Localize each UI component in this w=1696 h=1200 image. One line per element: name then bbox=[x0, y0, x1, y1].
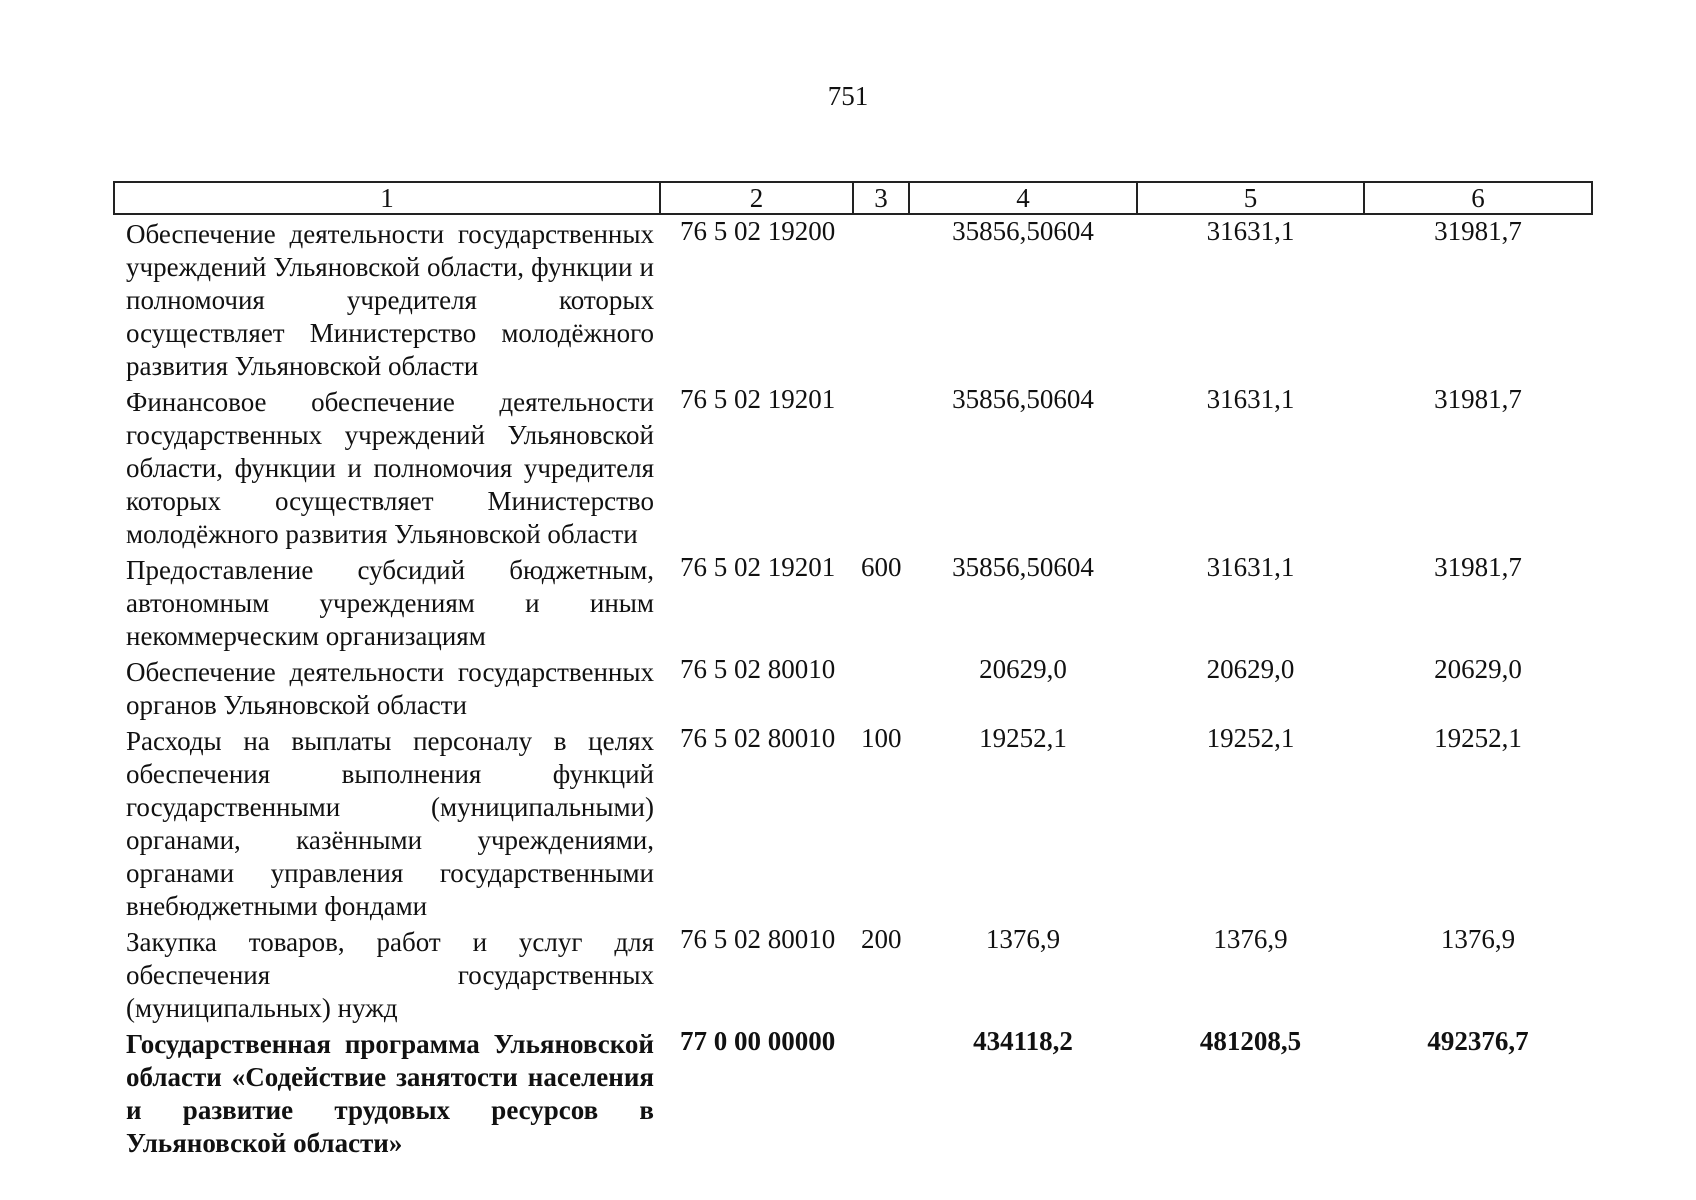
row-value-col-6: 31981,7 bbox=[1434, 216, 1522, 246]
row-name: Расходы на выплаты персоналу в целях обеспечения выполнения функций государственными (муниципальными) органами, казёнными учреждениями, органами управления государственными внебюджетными фондами bbox=[126, 726, 654, 921]
row-expense-type bbox=[853, 383, 909, 551]
table-row bbox=[114, 722, 1592, 923]
header-row bbox=[114, 182, 1592, 214]
table-header bbox=[114, 182, 1592, 214]
row-value-col-6: 31981,7 bbox=[1434, 552, 1522, 582]
header-col-3: 3 bbox=[853, 182, 909, 214]
row-expense-type bbox=[853, 1025, 909, 1160]
row-value-col-4: 35856,50604 bbox=[952, 384, 1094, 414]
row-value-col-5: 31631,1 bbox=[1206, 216, 1295, 246]
row-expense-type bbox=[853, 653, 909, 722]
row-value-col-5: 31631,1 bbox=[1206, 384, 1295, 414]
budget-table bbox=[113, 181, 1593, 1160]
row-value-col-6: 1376,9 bbox=[1440, 924, 1516, 954]
row-code: 77 0 00 00000 bbox=[680, 1026, 836, 1056]
row-value-col-6: 19252,1 bbox=[1434, 723, 1522, 753]
page-number: 751 bbox=[827, 81, 869, 111]
row-expense-type: 100 bbox=[861, 723, 902, 753]
row-code: 76 5 02 19200 bbox=[680, 216, 836, 246]
row-name: Обеспечение деятельности государственных органов Ульяновской области bbox=[126, 657, 654, 720]
row-value-col-5: 481208,5 bbox=[1199, 1026, 1302, 1056]
table-row-program-total bbox=[114, 1025, 1592, 1160]
row-value-col-4: 35856,50604 bbox=[952, 552, 1094, 582]
row-value-col-5: 1376,9 bbox=[1213, 924, 1288, 954]
header-col-4: 4 bbox=[909, 182, 1137, 214]
row-value-col-4: 19252,1 bbox=[979, 723, 1067, 753]
row-value-col-5: 19252,1 bbox=[1206, 723, 1295, 753]
row-value-col-4: 20629,0 bbox=[979, 654, 1067, 684]
header-col-1: 1 bbox=[114, 182, 660, 214]
header-col-6: 6 bbox=[1364, 182, 1592, 214]
row-value-col-4: 1376,9 bbox=[985, 924, 1061, 954]
row-value-col-5: 31631,1 bbox=[1206, 552, 1295, 582]
row-code: 76 5 02 80010 bbox=[680, 723, 836, 753]
row-value-col-6: 20629,0 bbox=[1434, 654, 1522, 684]
row-expense-type bbox=[853, 214, 909, 383]
row-expense-type: 600 bbox=[861, 552, 902, 582]
table-row bbox=[114, 383, 1592, 551]
row-code: 76 5 02 80010 bbox=[680, 924, 836, 954]
table-body bbox=[114, 214, 1592, 1160]
row-code: 76 5 02 80010 bbox=[680, 654, 836, 684]
row-value-col-5: 20629,0 bbox=[1206, 654, 1295, 684]
row-expense-type: 200 bbox=[861, 924, 902, 954]
row-name: Предоставление субсидий бюджетным, автономным учреждениям и иным некоммерческим организациям bbox=[126, 555, 654, 651]
row-name: Финансовое обеспечение деятельности государственных учреждений Ульяновской области, функции и полномочия учредителя которых осуществляет Министерство молодёжного развития Ульяновской области bbox=[126, 387, 654, 549]
row-value-col-4: 35856,50604 bbox=[952, 216, 1094, 246]
table-row bbox=[114, 551, 1592, 653]
row-value-col-6: 492376,7 bbox=[1427, 1026, 1529, 1056]
row-value-col-6: 31981,7 bbox=[1434, 384, 1522, 414]
row-name: Государственная программа Ульяновской области «Содействие занятости населения и развитие трудовых ресурсов в Ульяновской области» bbox=[126, 1029, 654, 1158]
table-row bbox=[114, 653, 1592, 722]
row-name: Закупка товаров, работ и услуг для обеспечения государственных (муниципальных) нужд bbox=[126, 927, 654, 1023]
header-col-2: 2 bbox=[660, 182, 853, 214]
row-code: 76 5 02 19201 bbox=[680, 552, 836, 582]
table-row bbox=[114, 214, 1592, 383]
table-row bbox=[114, 923, 1592, 1025]
row-name: Обеспечение деятельности государственных учреждений Ульяновской области, функции и полномочия учредителя которых осуществляет Министерство молодёжного развития Ульяновской области bbox=[126, 219, 654, 381]
header-col-5: 5 bbox=[1137, 182, 1364, 214]
row-code: 76 5 02 19201 bbox=[680, 384, 836, 414]
row-value-col-4: 434118,2 bbox=[973, 1026, 1073, 1056]
